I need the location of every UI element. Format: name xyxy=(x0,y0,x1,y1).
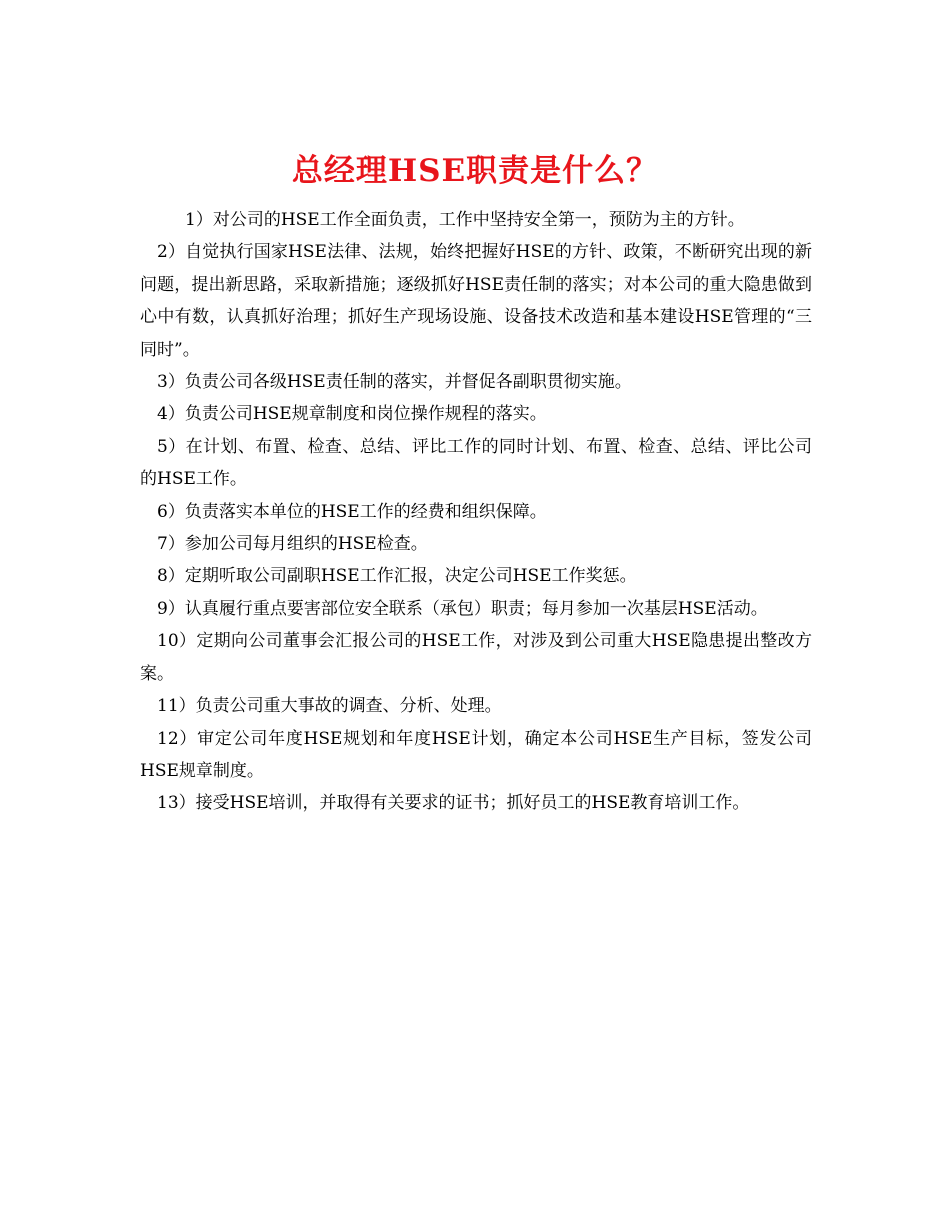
paragraph-item: 13）接受HSE培训，并取得有关要求的证书；抓好员工的HSE教育培训工作。 xyxy=(157,793,750,814)
document-body xyxy=(140,204,812,820)
paragraph-item: 11）负责公司重大事故的调查、分析、处理。 xyxy=(157,696,502,717)
paragraph-item: 1）对公司的HSE工作全面负责，工作中坚持安全第一，预防为主的方针。 xyxy=(185,210,745,230)
paragraph-item: 9）认真履行重点要害部位安全联系（承包）职责；每月参加一次基层HSE活动。 xyxy=(157,598,768,619)
paragraph-item: 7）参加公司每月组织的HSE检查。 xyxy=(157,534,428,555)
paragraph-item: 2）自觉执行国家HSE法律、法规，始终把握好HSE的方针、政策，不断研究出现的新问题，提出新思路，采取新措施；逐级抓好HSE责任制的落实；对本公司的重大隐患做到心中有数，认真抓好治理；抓好生产现场设施、设备技术改造和基本建设HSE管理的“三同时”。 xyxy=(140,242,812,360)
paragraph-item: 5）在计划、布置、检查、总结、评比工作的同时计划、布置、检查、总结、评比公司的HSE工作。 xyxy=(140,436,812,490)
paragraph-item: 12）审定公司年度HSE规划和年度HSE计划，确定本公司HSE生产目标，签发公司HSE规章制度。 xyxy=(140,728,812,781)
paragraph-item: 4）负责公司HSE规章制度和岗位操作规程的落实。 xyxy=(157,404,547,425)
paragraph-item: 3）负责公司各级HSE责任制的落实，并督促各副职贯彻实施。 xyxy=(157,372,632,393)
document-title: 总经理HSE职责是什么？ xyxy=(291,152,659,189)
paragraph-item: 10）定期向公司董事会汇报公司的HSE工作，对涉及到公司重大HSE隐患提出整改方案。 xyxy=(140,631,812,684)
paragraph-item: 8）定期听取公司副职HSE工作汇报，决定公司HSE工作奖惩。 xyxy=(157,566,637,587)
paragraph-item: 6）负责落实本单位的HSE工作的经费和组织保障。 xyxy=(157,501,547,522)
